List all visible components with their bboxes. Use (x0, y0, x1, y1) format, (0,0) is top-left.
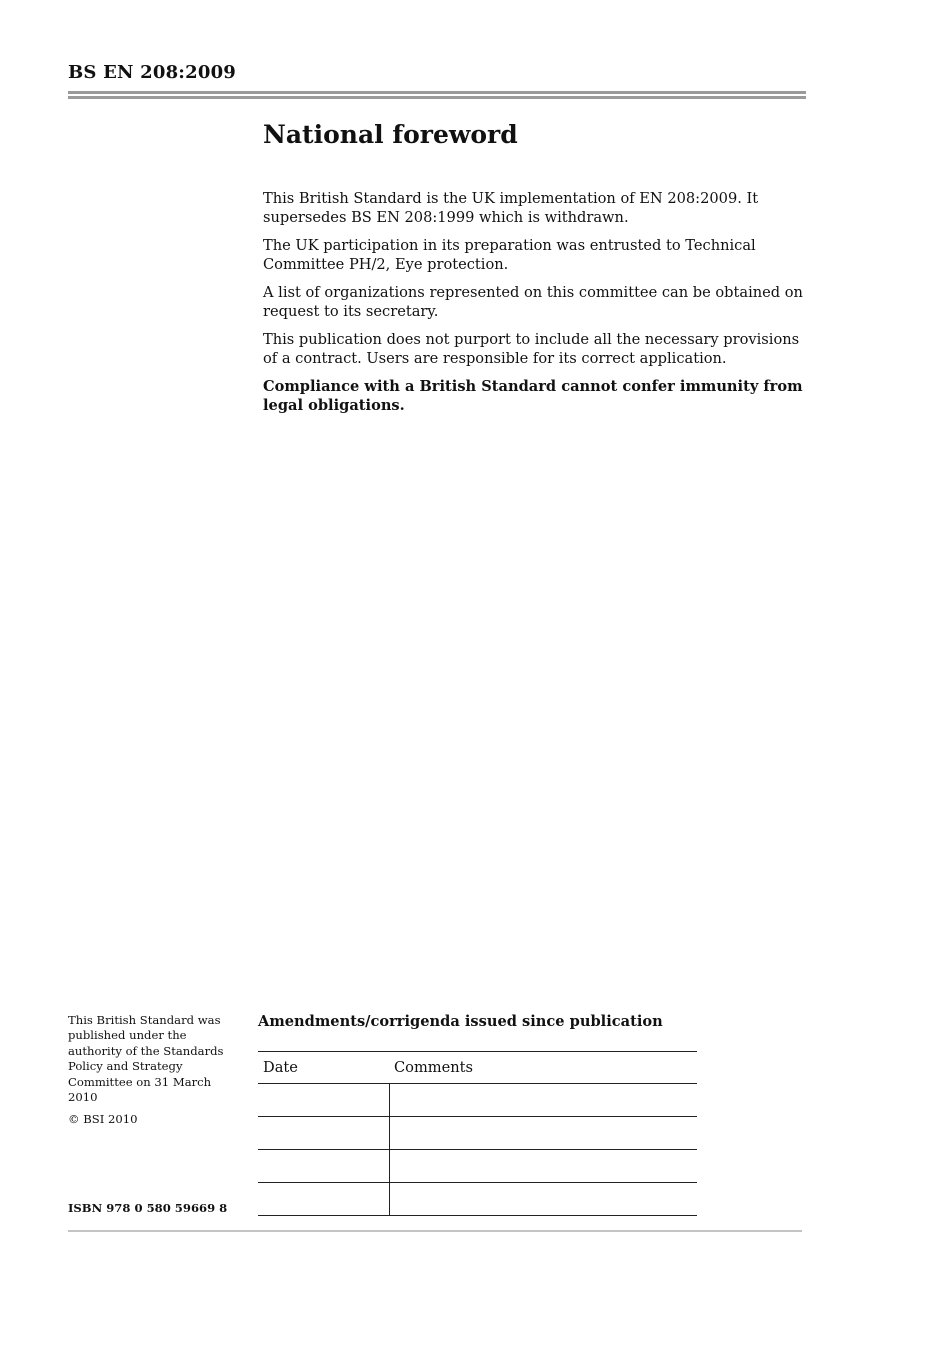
copyright-notice: © BSI 2010 (68, 1112, 138, 1127)
foreword-paragraph: A list of organizations represented on this committee can be obtained on request to its secretary. (263, 284, 803, 320)
table-row (258, 1117, 697, 1150)
header-rule-top (68, 91, 806, 94)
footer-rule (68, 1230, 802, 1232)
header-rule-bottom (68, 96, 806, 99)
table-row (258, 1084, 697, 1117)
date-cell (258, 1117, 389, 1150)
table-header-row (258, 1052, 697, 1084)
publication-note: This British Standard was published under the authority of the Standards Policy and Strategy Committee on 31 March 2010 (68, 1013, 224, 1105)
column-header-comments: Comments (389, 1052, 697, 1084)
isbn: ISBN 978 0 580 59669 8 (68, 1201, 228, 1215)
foreword-paragraph: This British Standard is the UK implementation of EN 208:2009. It supersedes BS EN 208:1999 which is withdrawn. (263, 190, 759, 226)
comments-cell (389, 1117, 697, 1150)
comments-cell (389, 1183, 697, 1216)
foreword-paragraph: This publication does not purport to include all the necessary provisions of a contract. Users are responsible for its correct application. (263, 331, 800, 367)
compliance-note: Compliance with a British Standard cannot confer immunity from legal obligations. (263, 378, 803, 414)
foreword-body (263, 189, 808, 424)
page-title: National foreword (263, 120, 518, 149)
date-cell (258, 1183, 389, 1216)
date-cell (258, 1084, 389, 1117)
comments-cell (389, 1084, 697, 1117)
amendments-title: Amendments/corrigenda issued since publication (258, 1013, 663, 1030)
document-code: BS EN 208:2009 (68, 62, 237, 83)
comments-cell (389, 1150, 697, 1183)
foreword-paragraph: The UK participation in its preparation was entrusted to Technical Committee PH/2, Eye protection. (263, 237, 756, 273)
table-row (258, 1183, 697, 1216)
column-header-date: Date (258, 1052, 389, 1084)
amendments-table (258, 1051, 697, 1216)
date-cell (258, 1150, 389, 1183)
table-row (258, 1150, 697, 1183)
publication-sidebar (68, 1013, 233, 1128)
